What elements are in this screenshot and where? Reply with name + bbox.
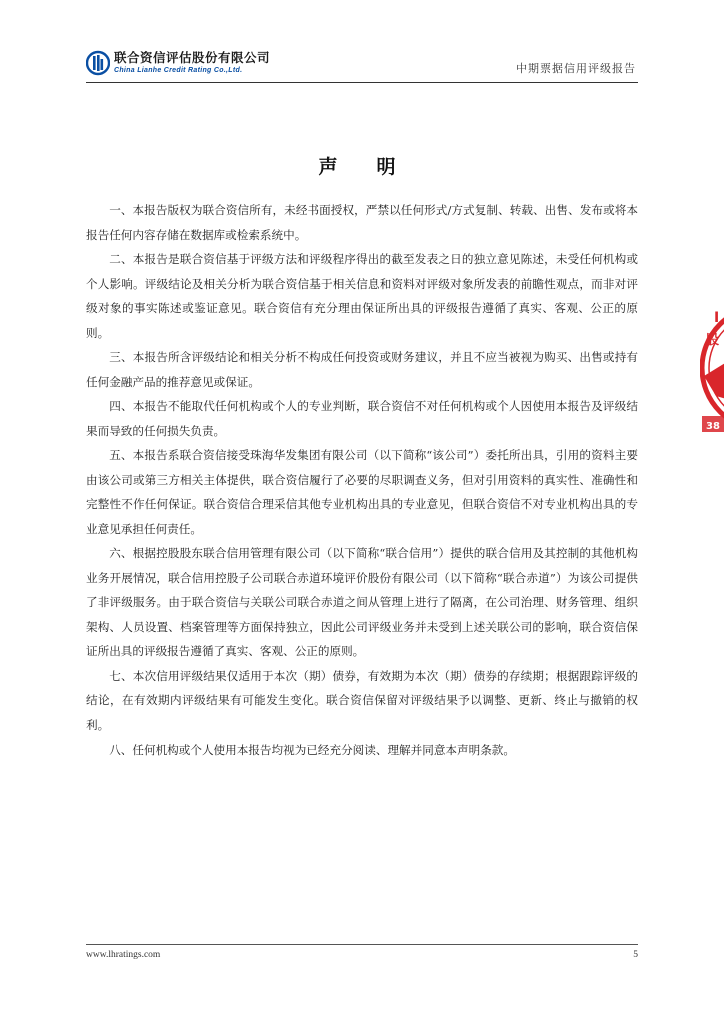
company-seal-stamp: [700, 288, 724, 448]
company-name-cn: 联合资信评估股份有限公司: [114, 50, 271, 66]
page-title: 声 明: [318, 156, 406, 178]
declaration-paragraph-8: 八、任何机构或个人使用本报告均视为已经充分阅读、理解并同意本声明条款。: [109, 743, 515, 757]
declaration-paragraph-2: 二、本报告是联合资信基于评级方法和评级程序得出的截至发表之日的独立意见陈述，未受任何机构或个人影响。评级结论及相关分析为联合资信基于相关信息和资料对评级对象所发表的前瞻性观点，而非对评级对象的事实陈述或鉴证意见。联合资信有充分理由保证所出具的评级报告遵循了真实、客观、公正的原则。: [86, 252, 638, 340]
declaration-paragraph-4: 四、本报告不能取代任何机构或个人的专业判断，联合资信不对任何机构或个人因使用本报告及评级结果而导致的任何损失负责。: [86, 399, 638, 438]
lianhe-logo-icon: [86, 50, 110, 76]
page-number: 5: [633, 950, 638, 960]
declaration-paragraph-3: 三、本报告所含评级结论和相关分析不构成任何投资或财务建议，并且不应当被视为购买、出售或持有任何金融产品的推荐意见或保证。: [86, 350, 638, 389]
report-type-label: 中期票据信用评级报告: [516, 62, 636, 75]
company-logo: [86, 50, 270, 76]
declaration-body: [86, 198, 638, 763]
website-link[interactable]: www.lhratings.com: [86, 950, 161, 960]
stamp-char-mid: 股: [706, 333, 720, 348]
declaration-paragraph-1: 一、本报告版权为联合资信所有，未经书面授权，严禁以任何形式/方式复制、转载、出售、发布或将本报告任何内容存储在数据库或检索系统中。: [86, 203, 638, 242]
company-name-en: China Lianhe Credit Rating Co.,Ltd.: [114, 66, 243, 74]
stamp-number: 38: [706, 421, 720, 432]
page-footer: [86, 944, 638, 960]
declaration-paragraph-5: 五、本报告系联合资信接受珠海华发集团有限公司（以下简称“该公司”）委托所出具，引用的资料主要由该公司或第三方相关主体提供，联合资信履行了必要的尽职调查义务，但对引用资料的真实性、准确性和完整性不作任何保证。联合资信合理采信其他专业机构出具的专业意见，但联合资信不对专业机构出具的专业意见承担任何责任。: [86, 448, 638, 536]
page-header: [86, 42, 638, 83]
declaration-paragraph-6: 六、根据控股股东联合信用管理有限公司（以下简称“联合信用”）提供的联合信用及其控制的其他机构业务开展情况，联合信用控股子公司联合赤道环境评价股份有限公司（以下简称“联合赤道”）为该公司提供了非评级服务。由于联合资信与关联公司联合赤道之间从管理上进行了隔离，在公司治理、财务管理、组织架构、人员设置、档案管理等方面保持独立，因此公司评级业务并未受到上述关联公司的影响，联合资信保证所出具的评级报告遵循了真实、客观、公正的原则。: [86, 546, 638, 658]
stamp-char-top: I: [714, 310, 720, 326]
declaration-paragraph-7: 七、本次信用评级结果仅适用于本次（期）债券，有效期为本次（期）债券的存续期；根据跟踪评级的结论，在有效期内评级结果有可能发生变化。联合资信保留对评级结果予以调整、更新、终止与撤销的权利。: [86, 668, 638, 732]
